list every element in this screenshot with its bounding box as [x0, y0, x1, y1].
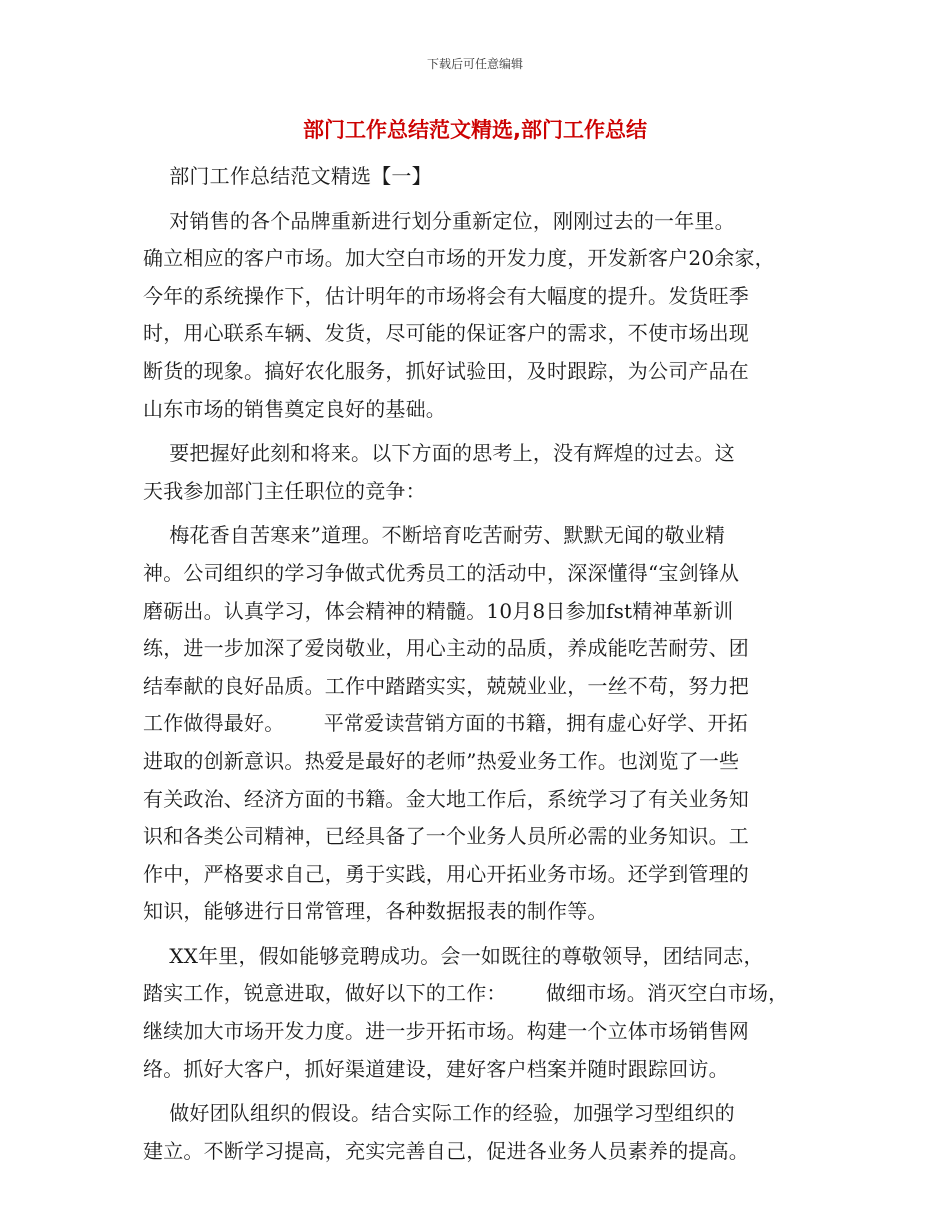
text-line: 踏实工作，锐意进取，做好以下的工作： 做细市场。消灭空白市场， [143, 981, 789, 1006]
text-line: 天我参加部门主任职位的竞争： [143, 478, 426, 503]
paragraph [143, 517, 823, 931]
text-line: 今年的系统操作下，估计明年的市场将会有大幅度的提升。发货旺季 [143, 283, 749, 308]
text-line: 识和各类公司精神，已经具备了一个业务人员所必需的业务知识。工 [143, 824, 749, 849]
text-line: 对销售的各个品牌重新进行划分重新定位，刚刚过去的一年里。 [143, 208, 735, 233]
document-body [143, 158, 823, 1170]
text-line: 练，进一步加深了爱岗敬业，用心主动的品质，养成能吃苦耐劳、团 [143, 636, 749, 661]
text-line: 建立。不断学习提高，充实完善自己，促进各业务人员素养的提高。 [143, 1138, 749, 1163]
text-line: 神。公司组织的学习争做式优秀员工的活动中，深深懂得“宝剑锋从 [143, 560, 740, 585]
text-line: 继续加大市场开发力度。进一步开拓市场。构建一个立体市场销售网 [143, 1019, 749, 1044]
document-title: 部门工作总结范文精选,部门工作总结 [303, 118, 647, 142]
paragraph [143, 1095, 823, 1170]
text-line: 梅花香自苦寒来”道理。不断培育吃苦耐劳、默默无闻的敬业精 [143, 523, 726, 548]
page-header-note: 下载后可任意编辑 [426, 57, 523, 71]
text-line: 进取的创新意识。热爱是最好的老师”热爱业务工作。也浏览了一些 [143, 748, 740, 773]
text-line: 时，用心联系车辆、发货，尽可能的保证客户的需求，不使市场出现 [143, 321, 749, 346]
text-line: 山东市场的销售奠定良好的基础。 [143, 396, 446, 421]
text-line: XX年里，假如能够竞聘成功。会一如既往的尊敬领导，团结同志， [143, 943, 764, 968]
text-line: 磨砺出。认真学习，体会精神的精髓。10月8日参加fst精神革新训 [143, 598, 734, 623]
text-line: 作中，严格要求自己，勇于实践，用心开拓业务市场。还学到管理的 [143, 861, 749, 886]
paragraph [143, 938, 823, 1088]
text-line: 做好团队组织的假设。结合实际工作的经验，加强学习型组织的 [143, 1101, 735, 1126]
text-line: 知识，能够进行日常管理，各种数据报表的制作等。 [143, 899, 608, 924]
text-line: 确立相应的客户市场。加大空白市场的开发力度，开发新客户20余家， [143, 246, 775, 271]
text-line: 络。抓好大客户，抓好渠道建设，建好客户档案并随时跟踪回访。 [143, 1056, 729, 1081]
paragraph [143, 435, 823, 510]
text-line: 结奉献的良好品质。工作中踏踏实实，兢兢业业，一丝不苟，努力把 [143, 673, 749, 698]
text-line: 工作做得最好。 平常爱读营销方面的书籍，拥有虚心好学、开拓 [143, 711, 748, 736]
text-line: 断货的现象。搞好农化服务，抓好试验田，及时跟踪，为公司产品在 [143, 358, 749, 383]
text-line: 要把握好此刻和将来。以下方面的思考上，没有辉煌的过去。这 [143, 441, 735, 466]
text-line: 有关政治、经济方面的书籍。金大地工作后，系统学习了有关业务知 [143, 786, 749, 811]
text-line: 部门工作总结范文精选【一】 [143, 164, 432, 188]
paragraph [143, 158, 823, 196]
paragraph [143, 203, 823, 429]
